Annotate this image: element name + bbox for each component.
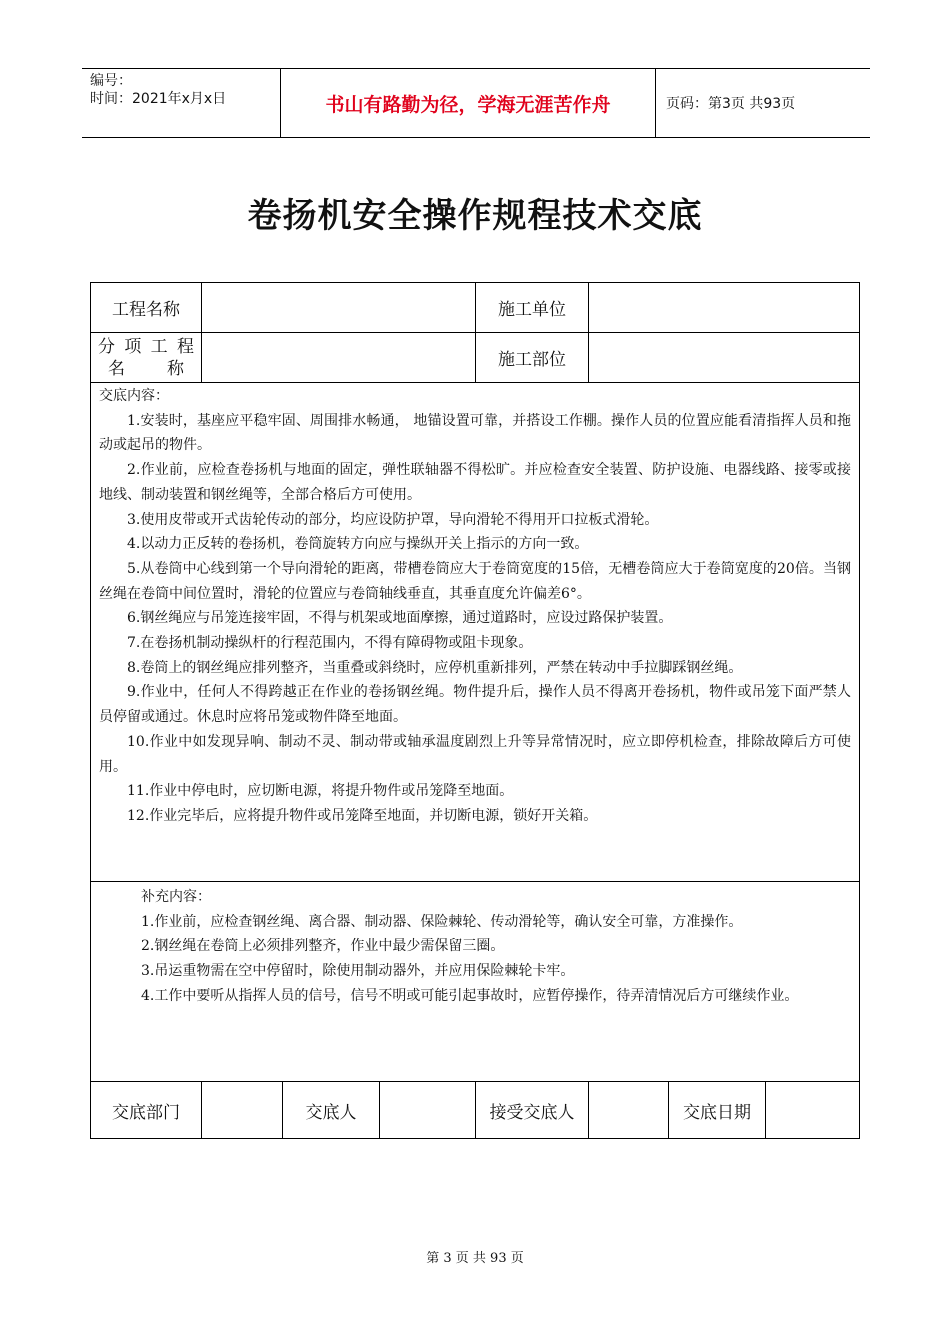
document-title: 卷扬机安全操作规程技术交底	[247, 196, 703, 236]
supplement-item-4: 4.工作中要听从指挥人员的信号，信号不明或可能引起事故时，应暂停操作，待弄清情况后方可继续作业。	[141, 987, 799, 1004]
content-heading: 交底内容：	[99, 388, 169, 404]
supplement-item-2: 2.钢丝绳在卷筒上必须排列整齐，作业中最少需保留三圈。	[141, 938, 505, 955]
content-item-3: 3.使用皮带或开式齿轮传动的部分，均应设防护罩，导向滑轮不得用开口拉板式滑轮。	[127, 511, 659, 528]
row-signoff	[91, 1082, 859, 1138]
disclosure-date-label: 交底日期	[669, 1082, 766, 1138]
content-item-12: 12.作业完毕后，应将提升物件或吊笼降至地面，并切断电源，锁好开关箱。	[127, 807, 598, 824]
discloser-label: 交底人	[283, 1082, 380, 1138]
receiver-label: 接受交底人	[476, 1082, 589, 1138]
content-item-5: 5.从卷筒中心线到第一个导向滑轮的距离，带槽卷筒应大于卷筒宽度的15倍，无槽卷筒应大于卷筒宽度的20倍。当钢丝绳在卷筒中间位置时，滑轮的位置应与卷筒轴线垂直，其垂直度允许偏差6°。	[99, 560, 851, 602]
page-header	[82, 68, 870, 138]
disclosure-table	[90, 282, 860, 1139]
header-page-code: 页码：第3页 共93页	[666, 96, 796, 112]
construction-part-field[interactable]	[589, 333, 859, 382]
content-item-6: 6.钢丝绳应与吊笼连接牢固，不得与机架或地面摩擦，通过道路时，应设过路保护装置。	[127, 610, 673, 627]
content-item-7: 7.在卷扬机制动操纵杆的行程范围内，不得有障碍物或阻卡现象。	[127, 635, 533, 652]
header-motto: 书山有路勤为径，学海无涯苦作舟	[280, 69, 656, 137]
construction-unit-label: 施工单位	[476, 283, 589, 332]
document-time: 时间：2021年x月x日	[90, 91, 227, 107]
disclosure-content	[91, 383, 859, 829]
receiver-field[interactable]	[589, 1082, 669, 1138]
content-item-9: 9.作业中，任何人不得跨越正在作业的卷扬钢丝绳。物件提升后，操作人员不得离开卷扬机，物件或吊笼下面严禁人员停留或通过。休息时应将吊笼或物件降至地面。	[99, 684, 851, 726]
disclosure-dept-field[interactable]	[202, 1082, 283, 1138]
row-supplement	[91, 882, 859, 1082]
discloser-field[interactable]	[380, 1082, 476, 1138]
project-name-field[interactable]	[202, 283, 476, 332]
supplement-item-1: 1.作业前，应检查钢丝绳、离合器、制动器、保险棘轮、传动滑轮等，确认安全可靠，方准操作。	[141, 913, 743, 930]
content-item-1: 1.安装时，基座应平稳牢固、周围排水畅通， 地锚设置可靠，并搭设工作棚。操作人员的位置应能看清指挥人员和拖动或起吊的物件。	[99, 412, 851, 454]
document-number-label: 编号：	[90, 73, 132, 89]
row-content	[91, 383, 859, 882]
row-project	[91, 283, 859, 333]
sub-project-label-line1: 分项工程	[98, 336, 194, 357]
construction-part-label: 施工部位	[476, 333, 589, 382]
content-item-4: 4.以动力正反转的卷扬机，卷筒旋转方向应与操纵开关上指示的方向一致。	[127, 536, 589, 553]
content-item-10: 10.作业中如发现异响、制动不灵、制动带或轴承温度剧烈上升等异常情况时，应立即停机检查，排除故障后方可使用。	[99, 733, 851, 775]
content-item-2: 2.作业前，应检查卷扬机与地面的固定，弹性联轴器不得松旷。并应检查安全装置、防护设施、电器线路、接零或接地线、制动装置和钢丝绳等，全部合格后方可使用。	[99, 462, 851, 503]
header-meta	[82, 69, 280, 137]
disclosure-dept-label: 交底部门	[91, 1082, 202, 1138]
page-footer: 第 3 页 共 93 页	[426, 1251, 524, 1266]
supplement-heading: 补充内容：	[141, 889, 211, 905]
sub-project-label	[91, 333, 202, 382]
supplement-item-3: 3.吊运重物需在空中停留时，除使用制动器外，并应用保险棘轮卡牢。	[141, 963, 575, 980]
sub-project-label-line2: 名称	[108, 358, 184, 379]
construction-unit-field[interactable]	[589, 283, 859, 332]
supplement-content	[91, 882, 859, 1009]
row-sub-project	[91, 333, 859, 383]
project-name-label: 工程名称	[91, 283, 202, 332]
content-item-8: 8.卷筒上的钢丝绳应排列整齐，当重叠或斜绕时，应停机重新排列，严禁在转动中手拉脚踩钢丝绳。	[127, 659, 743, 676]
disclosure-date-field[interactable]	[766, 1082, 859, 1138]
content-item-11: 11.作业中停电时，应切断电源，将提升物件或吊笼降至地面。	[127, 783, 514, 800]
sub-project-field[interactable]	[202, 333, 476, 382]
